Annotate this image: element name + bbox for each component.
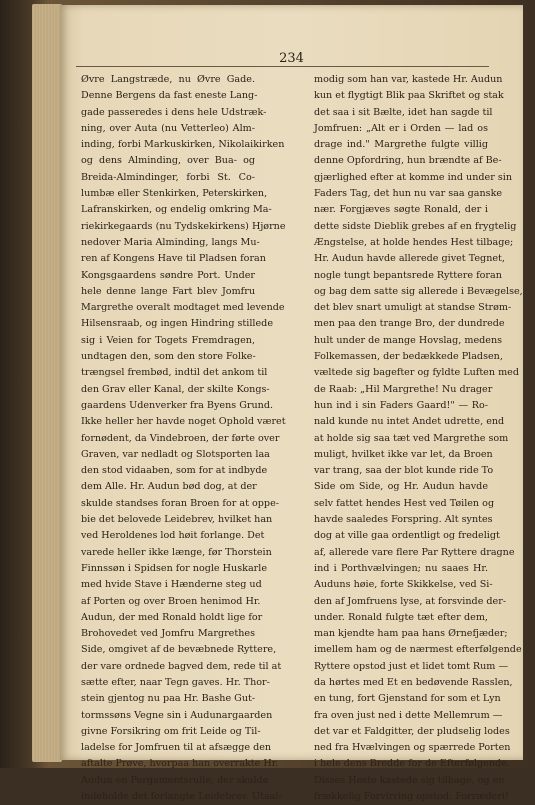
text-line: nær. Forgjæves søgte Ronald, der i	[314, 204, 488, 216]
text-line: sætte efter, naar Tegn gaves. Hr. Thor-	[81, 676, 270, 688]
text-line: ind i Porthvælvingen; nu saaes Hr.	[314, 562, 488, 574]
text-line: hele denne lange Fart blev Jomfru	[81, 285, 255, 297]
text-line: aftalte Prøve, hvorpaa han overrakte Hr.	[81, 758, 279, 770]
text-line: indeholde det forlangte Leidebrev. Utaal-	[81, 791, 282, 803]
text-line: Hilsensraab, og ingen Hindring stillede	[81, 318, 273, 330]
text-line: fornødent, da Vindebroen, der førte over	[81, 432, 280, 444]
text-line: trængsel frembød, indtil det ankom til	[81, 367, 268, 379]
text-line: dette sidste Dieblik grebes af en frygtelig	[314, 220, 517, 232]
text-line: selv fattet hendes Hest ved Tøilen og	[314, 497, 495, 509]
text-line: Lafranskirken, og endelig omkring Ma-	[81, 204, 272, 216]
text-line: havde saaledes Forspring. Alt syntes	[314, 514, 493, 526]
text-line: Jomfruen: „Alt er i Orden — lad os	[314, 122, 488, 134]
text-line: Side om Side, og Hr. Audun havde	[314, 481, 488, 493]
text-line: med hvide Stave i Hænderne steg ud	[81, 579, 262, 591]
text-line: gade passeredes i dens hele Udstræk-	[81, 106, 267, 118]
text-line: Ryttere opstod just et lidet tomt Rum —	[314, 660, 509, 672]
text-line: man kjendte ham paa hans Ørnefjæder;	[314, 628, 508, 640]
text-line: nogle tungt bepantsrede Ryttere foran	[314, 269, 502, 281]
text-line: imellem ham og de nærmest efterfølgende	[314, 644, 522, 656]
text-line: var trang, saa der blot kunde ride To	[314, 465, 494, 477]
left-column	[81, 72, 286, 805]
text-line: Kongsgaardens søndre Port. Under	[81, 269, 255, 281]
text-line: varede heller ikke længe, før Thorstein	[81, 546, 272, 558]
text-line: en tung, fort Gjenstand for som et Lyn	[314, 693, 501, 705]
text-line: riekirkegaards (nu Tydskekirkens) Hjørne	[81, 220, 286, 232]
text-line: Audun, der med Ronald holdt lige for	[81, 611, 263, 623]
text-line: modig som han var, kastede Hr. Audun	[314, 74, 503, 85]
text-line: Audun en Pergamentsrulle, der skulde	[81, 774, 269, 786]
text-line: Folkemassen, der bedækkede Pladsen,	[314, 351, 503, 363]
text-line: Denne Bergens da fast eneste Lang-	[81, 90, 258, 102]
text-line: inding, forbi Markuskirken, Nikolaikirken	[81, 139, 285, 151]
text-line: ren af Kongens Have til Pladsen foran	[81, 253, 266, 265]
text-line: ladelse for Jomfruen til at afsægge den	[81, 742, 272, 754]
text-line: det var et Faldgitter, der pludselig lodes	[314, 725, 510, 737]
text-line: den Grav eller Kanal, der skilte Kongs-	[81, 383, 270, 395]
text-line: ved Heroldenes lod høit forlange. Det	[81, 530, 265, 542]
text-line: Finnssøn i Spidsen for nogle Huskarle	[81, 562, 267, 574]
text-line: stein gjentog nu paa Hr. Bashe Gut-	[81, 693, 256, 705]
text-line: Breida-Almindinger, forbi St. Co-	[81, 171, 255, 183]
text-line: at holde sig saa tæt ved Margrethe som	[314, 432, 509, 444]
text-line: Øvre Langstræde, nu Øvre Gade.	[81, 74, 255, 85]
text-line: Faders Tag, det hun nu var saa ganske	[314, 188, 503, 200]
text-line: nedover Maria Alminding, langs Mu-	[81, 236, 260, 248]
text-line: drage ind." Margrethe fulgte villig	[314, 139, 488, 151]
text-line: og bag dem satte sig allerede i Bevægelse,	[314, 285, 523, 297]
text-line: Hr. Audun havde allerede givet Tegnet,	[314, 253, 505, 265]
text-line: den af Jomfruens lyse, at forsvinde der-	[314, 595, 507, 607]
text-line: men paa den trange Bro, der dundrede	[314, 318, 505, 330]
text-line: Auduns høie, forte Skikkelse, ved Si-	[314, 579, 493, 591]
text-line: den stod vidaaben, som for at indbyde	[81, 465, 268, 477]
text-line: i hele dens Bredde for de Efterfølgende.	[314, 758, 510, 770]
text-line: det blev snart umuligt at standse Strøm-	[314, 302, 512, 314]
text-line: tormssøns Vegne sin i Audunargaarden	[81, 709, 273, 721]
text-line: gaardens Udenverker fra Byens Grund.	[81, 399, 274, 411]
text-line: Disses Heste kastede sig tilbage, og en	[314, 774, 505, 786]
text-line: de Raab: „Hil Margrethe! Nu drager	[314, 383, 493, 395]
text-line: der vare ordnede bagved dem, rede til at	[81, 660, 282, 672]
text-line: Brohovedet ved Jomfru Margrethes	[81, 628, 255, 640]
text-line: undtagen den, som den store Folke-	[81, 351, 256, 363]
text-line: og dens Alminding, over Bua- og	[81, 155, 255, 167]
text-line: Ængstelse, at holde hendes Hest tilbage;	[314, 236, 514, 248]
text-line: nald kunde nu intet Andet udrette, end	[314, 416, 505, 428]
text-line: hun ind i sin Faders Gaard!" — Ro-	[314, 399, 488, 411]
text-line: lumbæ eller Stenkirken, Peterskirken,	[81, 188, 268, 200]
text-line: bie det belovede Leidebrev, hvilket han	[81, 514, 273, 526]
text-line: givne Forsikring om frit Leide og Til-	[81, 725, 261, 737]
text-line: Ikke heller her havde noget Ophold været	[81, 416, 286, 428]
text-line: under. Ronald fulgte tæt efter dem,	[314, 611, 488, 623]
text-line: af, allerede vare flere Par Ryttere dragne	[314, 546, 515, 558]
text-line: gjærlighed efter at komme ind under sin	[314, 171, 512, 183]
text-line: Side, omgivet af de bevæbnede Ryttere,	[81, 644, 277, 656]
text-line: Margrethe overalt modtaget med levende	[81, 302, 285, 314]
text-line: af Porten og over Broen henimod Hr.	[81, 595, 261, 607]
text-line: da hørtes med Et en bedøvende Rasslen,	[314, 676, 513, 688]
page-number: 234	[279, 51, 304, 66]
right-column	[314, 72, 523, 805]
text-line: væltede sig bagefter og fyldte Luften med	[314, 367, 519, 379]
text-line: sig i Veien for Togets Fremdragen,	[81, 334, 255, 346]
text-line: denne Opfordring, hun brændte af Be-	[314, 155, 502, 167]
text-line: ned fra Hvælvingen og spærrede Porten	[314, 742, 511, 754]
text-line: muligt, hvilket ikke var let, da Broen	[314, 448, 493, 460]
text-line: dem Alle. Hr. Audun bød dog, at der	[81, 481, 257, 493]
text-line: kun et flygtigt Blik paa Skriftet og stak	[314, 90, 504, 102]
text-line: fra oven just ned i dette Mellemrum —	[314, 709, 503, 721]
text-line: frækkelig Forvirring opstod: Forræderi!	[314, 791, 509, 803]
text-line: dog at ville gaa ordentligt og fredeligt	[314, 530, 500, 542]
page-edges	[32, 4, 62, 762]
text-line: Graven, var nedladt og Slotsporten laa	[81, 448, 270, 460]
text-line: hult under de mange Hovslag, medens	[314, 334, 503, 346]
text-line: skulde standses foran Broen for at oppe-	[81, 497, 279, 509]
text-line: det saa i sit Bælte, idet han sagde til	[314, 106, 493, 118]
header-rule	[76, 66, 489, 67]
text-line: ning, over Auta (nu Vetterleo) Alm-	[81, 122, 255, 134]
